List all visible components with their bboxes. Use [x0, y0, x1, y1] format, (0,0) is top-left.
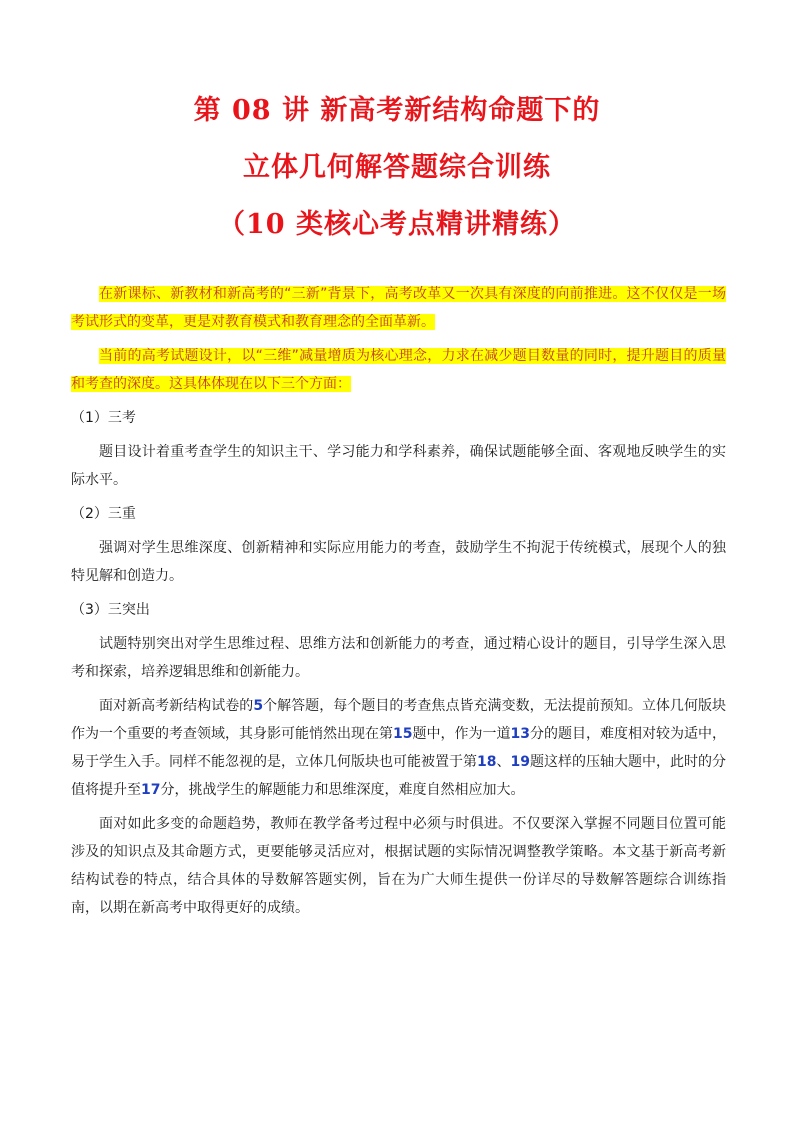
section-text-1: 题目设计着重考查学生的知识主干、学习能力和学科素养，确保试题能够全面、客观地反映学生的实际水平。 [71, 444, 726, 488]
text-span: 题中，作为一道 [412, 726, 511, 742]
intro-paragraph-1 [71, 280, 726, 336]
highlighted-text: 当前的高考试题设计，以“三维”减量增质为核心理念，力求在减少题目数量的同时，提升题目的质量和考查的深度。这具体体现在以下三个方面： [71, 348, 726, 392]
number-highlight: 13 [510, 726, 530, 742]
highlighted-text: 在新课标、新教材和新高考的“三新”背景下，高考改革又一次具有深度的向前推进。这不仅仅是一场考试形式的变革，更是对教育模式和教育理念的全面革新。 [71, 286, 726, 330]
title-line-2: 立体几何解答题综合训练 [243, 152, 551, 183]
text-span: 分，挑战学生的解题能力和思维深度，难度自然相应加大。 [160, 782, 525, 798]
intro-paragraph-2 [71, 342, 726, 398]
text-span: 、 [496, 754, 511, 770]
document-body [71, 280, 726, 928]
section-text-2: 强调对学生思维深度、创新精神和实际应用能力的考查，鼓励学生不拘泥于传统模式，展现个人的独特见解和创造力。 [71, 540, 726, 584]
text-span: 题这样的压轴大题中，此时的分值将提升至 [71, 754, 727, 798]
document-title [0, 92, 794, 263]
number-highlight: 5 [253, 698, 264, 714]
exam-structure-paragraph [71, 692, 726, 804]
section-heading-3: （3）三突出 [71, 602, 150, 618]
text-span: 个解答题，每个题目的考查焦点皆充满变数，无法提前预知。立体几何版块作为一个重要的考查领域，其身影可能悄然出现在第 [71, 698, 726, 742]
section-text-3: 试题特别突出对学生思维过程、思维方法和创新能力的考查，通过精心设计的题目，引导学生深入思考和探索，培养逻辑思维和创新能力。 [71, 636, 726, 680]
title-line-1: 第 08 讲 新高考新结构命题下的 [193, 95, 601, 126]
number-highlight: 18 [477, 754, 497, 770]
conclusion-paragraph: 面对如此多变的命题趋势，教师在教学备考过程中必须与时俱进。不仅要深入掌握不同题目位置可能涉及的知识点及其命题方式，更要能够灵活应对，根据试题的实际情况调整教学策略。本文基于新高考新结构试卷的特点，结合具体的导数解答题实例，旨在为广大师生提供一份详尽的导数解答题综合训练指南，以期在新高考中取得更好的成绩。 [71, 816, 726, 916]
number-highlight: 19 [510, 754, 531, 770]
text-span: 面对新高考新结构试卷的 [99, 698, 254, 714]
section-heading-2: （2）三重 [71, 506, 136, 522]
section-heading-1: （1）三考 [71, 410, 136, 426]
number-highlight: 15 [393, 726, 413, 742]
title-line-3: （10 类核心考点精讲精练） [218, 209, 576, 240]
number-highlight: 17 [141, 782, 161, 798]
text-span: 分的题目，难度相对较为适中，易于学生入手。同样不能忽视的是，立体几何版块也可能被置于第 [71, 726, 727, 770]
